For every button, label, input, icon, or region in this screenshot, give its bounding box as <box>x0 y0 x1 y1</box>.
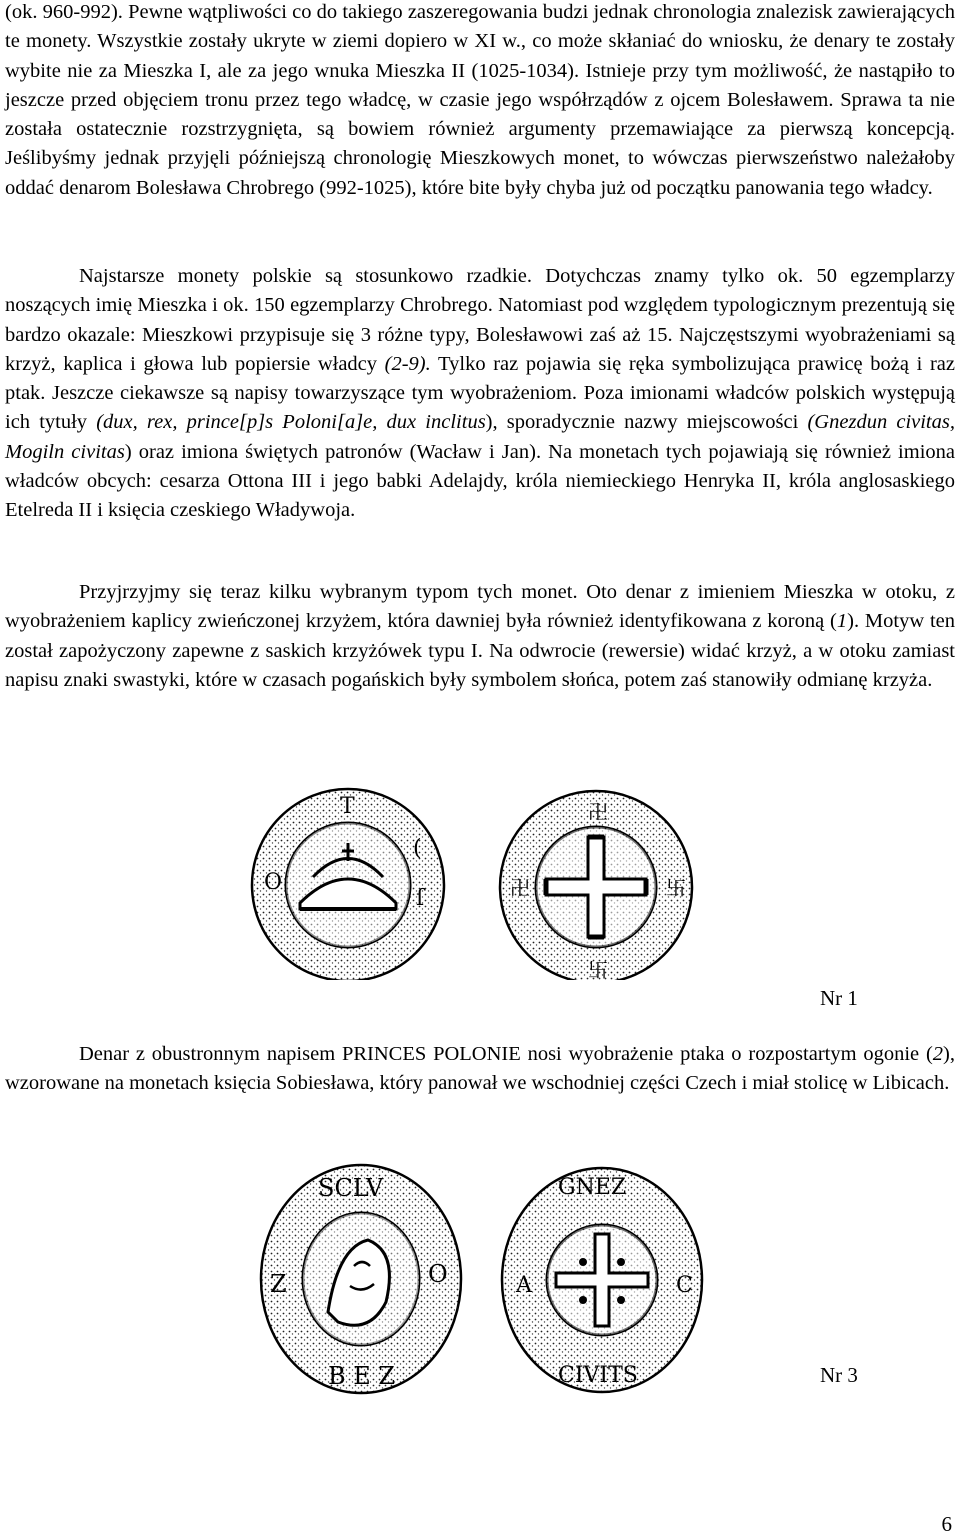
svg-text:SCLV: SCLV <box>318 1174 384 1202</box>
coin-1-obverse <box>252 789 444 980</box>
svg-text:Z: Z <box>270 1270 287 1298</box>
svg-text:T: T <box>340 794 355 819</box>
svg-text:A: A <box>516 1273 532 1298</box>
coin-1-reverse <box>500 791 692 980</box>
paragraph-3: Przyjrzyjmy się teraz kilku wybranym typom tych monet. Oto denar z imieniem Mieszka w otoku, z wyobrażeniem kaplicy zwieńczonej krzyżem, która dawniej była również identyfikowana z koroną (1). Motyw ten został zapożyczony zapewne z saskich krzyżówek typu I. Na odwrocie (rewersie) widać krzyż, a w otoku zamiast napisu znaki swastyki, które w czasach pogańskich były symbolem słońca, potem zaś stanowiły odmianę krzyża. <box>5 581 955 691</box>
paragraph-2: Najstarsze monety polskie są stosunkowo rzadkie. Dotychczas znamy tylko ok. 50 egzemplarzy noszących imię Mieszka i ok. 150 egzemplarzy Chrobrego. Natomiast pod względem typologicznym prezentują się bardzo okazale: Mieszkowi przypisuje się 3 różne typy, Bolesławowi zaś aż 15. Najczęstszymi wyobrażeniami są krzyż, kaplica i głowa lub popiersie władcy (2-9). Tylko raz pojawia się ręka symbolizująca prawicę bożą i raz ptak. Jeszcze ciekawsze są napisy towarzyszące tym wyobrażeniom. Poza imionami władców polskich występują ich tytuły (dux, rex, prince[p]s Poloni[a]e, dux inclitus), sporadycznie nazwy miejscowości (Gnezdun civitas, Mogiln civitas) oraz imiona świętych patronów (Wacław i Jan). Na monetach tych pojawiają się również imiona władców obcych: cesarza Ottona III i jego babki Adelajdy, króla niemieckiego Henryka II, króla anglosaskiego Etelreda II i księcia czeskiego Władywoja. <box>5 265 955 522</box>
svg-text:CIVITS: CIVITS <box>558 1363 638 1388</box>
svg-text:卐: 卐 <box>666 876 686 900</box>
paragraph-4: Denar z obustronnym napisem PRINCES POLONIE nosi wyobrażenie ptaka o rozpostartym ogonie (2), wzorowane na monetach księcia Sobiesława, który panował we wschodniej części Czech i miał stolicę w Libicach. <box>5 1043 955 1095</box>
coin-figure-1 <box>238 785 718 980</box>
coin-3-obverse <box>261 1165 461 1393</box>
figure-caption-nr3: Nr 3 <box>820 1363 858 1387</box>
paragraph-1: (ok. 960-992). Pewne wątpliwości co do takiego zaszeregowania budzi jednak chronologia znalezisk zawierających te monety. Wszystkie zostały ukryte w ziemi dopiero w XI w., co może skłaniać do wniosku, że denary te zostały wybite nie za Mieszka I, ale za jego wnuka Mieszka II (1025-1034). Istnieje przy tym możliwość, że nastąpiło to jeszcze przed objęciem tronu przez tego władcę, w czasie jego współrządów z ojcem Bolesławem. Sprawa ta nie została ostatecznie rozstrzygnięta, są bowiem również argumenty przemawiające za pierwszą koncepcją. Jeślibyśmy jednak przyjęli późniejszą chronologię Mieszkowych monet, to wówczas pierwszeństwo należałoby oddać denarom Bolesława Chrobrego (992-1025), które bite były chyba już od początku panowania tego władcy. <box>5 1 955 199</box>
svg-text:卍: 卍 <box>510 876 530 900</box>
svg-text:C: C <box>676 1273 693 1298</box>
page-number: 6 <box>941 1512 952 1536</box>
figure-caption-nr1: Nr 1 <box>820 986 858 1010</box>
svg-text:(: ( <box>413 836 422 861</box>
coin-figure-3 <box>258 1162 708 1402</box>
svg-text:ſ: ſ <box>416 886 425 911</box>
svg-text:B E Z: B E Z <box>328 1362 396 1390</box>
svg-text:GNEZ: GNEZ <box>558 1175 627 1200</box>
svg-text:O: O <box>264 870 283 895</box>
coin-3-reverse <box>502 1168 702 1392</box>
svg-text:O: O <box>428 1260 448 1288</box>
svg-text:卐: 卐 <box>588 958 608 980</box>
svg-text:卍: 卍 <box>588 800 608 824</box>
